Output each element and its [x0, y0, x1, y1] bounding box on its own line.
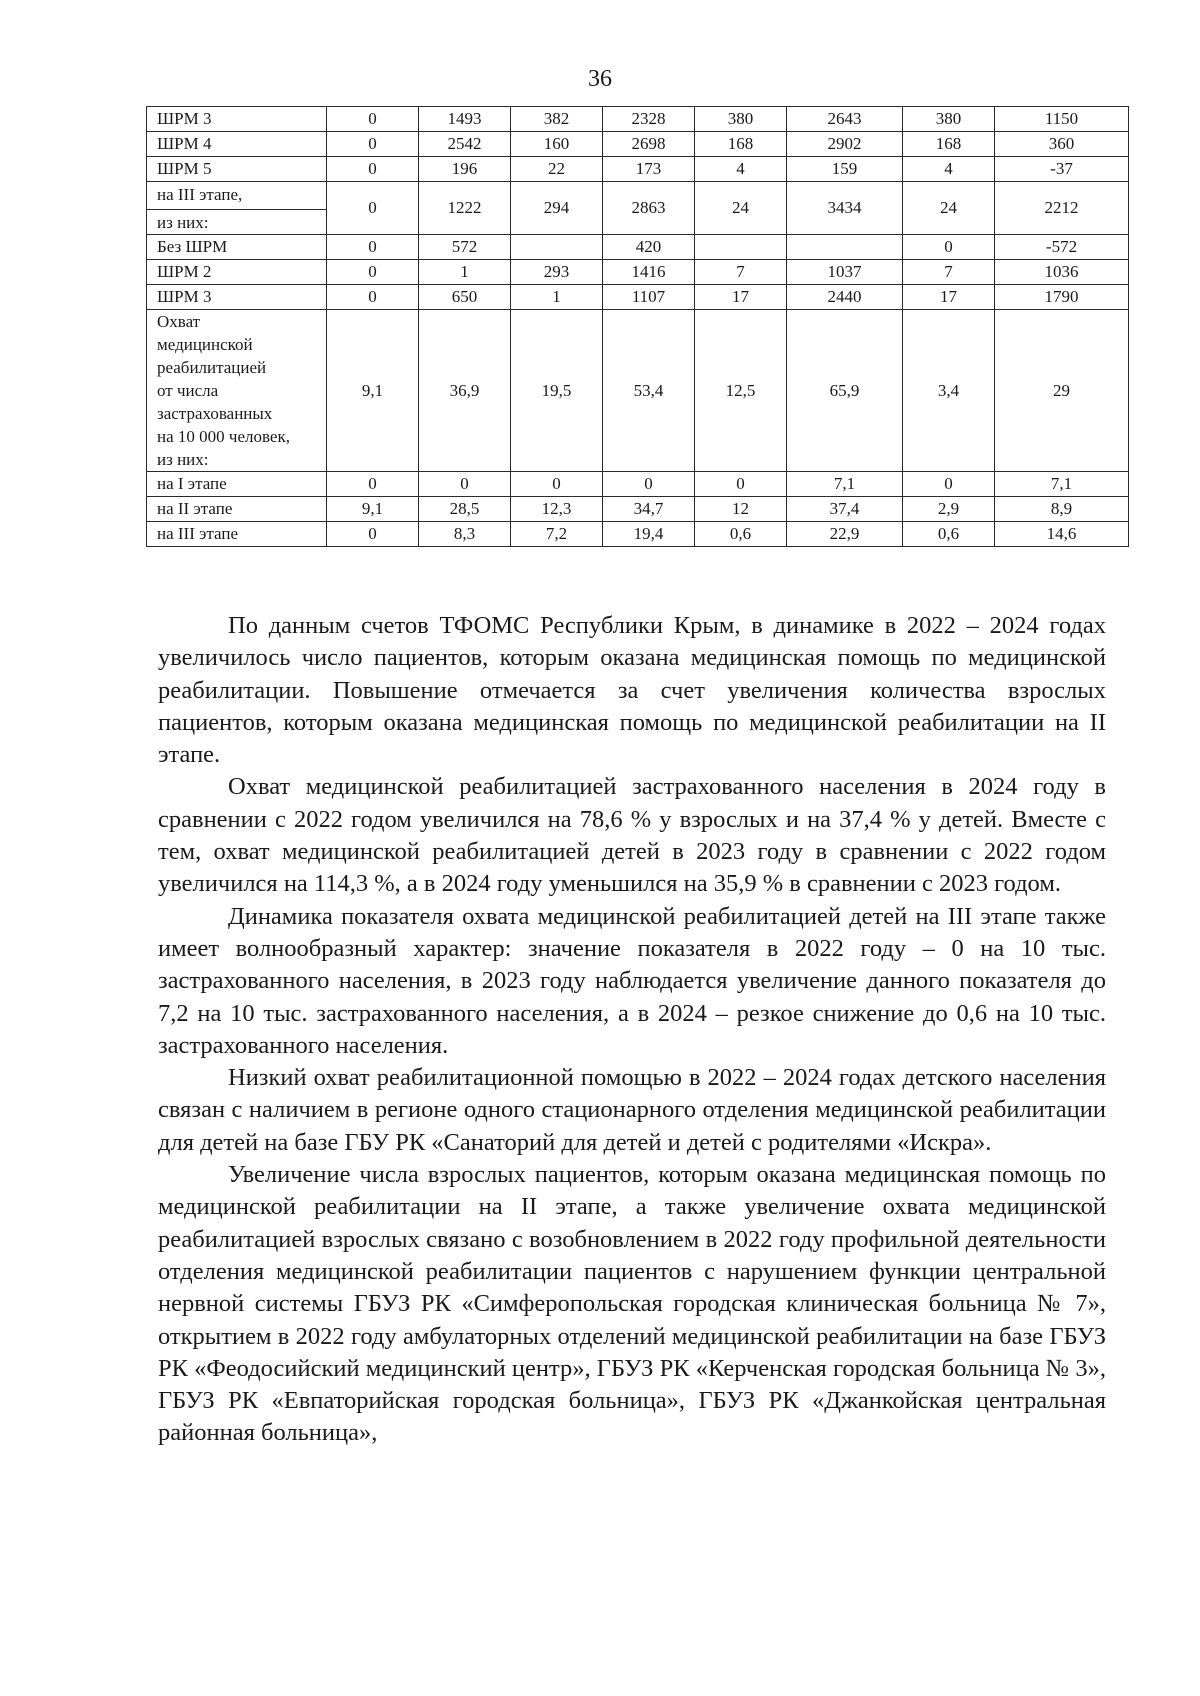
table-cell: 7,1 — [995, 472, 1129, 497]
row-label: на II этапе — [147, 497, 327, 522]
table-cell: 28,5 — [419, 497, 511, 522]
table-cell: 65,9 — [787, 310, 903, 472]
table-cell: 2902 — [787, 132, 903, 157]
row-label — [147, 310, 327, 472]
table-cell: 17 — [695, 285, 787, 310]
table-row — [147, 107, 1129, 132]
table-cell: 0 — [903, 472, 995, 497]
table-cell: 19,4 — [603, 522, 695, 547]
table-cell: 0 — [903, 235, 995, 260]
table-cell: 380 — [903, 107, 995, 132]
table-cell: 22 — [511, 157, 603, 182]
table-cell: 1790 — [995, 285, 1129, 310]
paragraph-children-stage-3: Динамика показателя охвата медицинской реабилитацией детей на III этапе также имеет волнообразный характер: значение показателя в 2022 году – 0 на 10 тыс. застрахованного населения, в 2023 году наблюдается увеличение данного показателя до 7,2 на 10 тыс. застрахованного населения, а в 2024 – резкое снижение до 0,6 на 10 тыс. застрахованного населения. — [158, 902, 1106, 1059]
table-cell: 8,3 — [419, 522, 511, 547]
table-cell: 0 — [603, 472, 695, 497]
row-label-line: застрахованных — [157, 404, 273, 423]
row-label: на III этапе — [147, 522, 327, 547]
table-cell: -37 — [995, 157, 1129, 182]
table-cell: 34,7 — [603, 497, 695, 522]
rehabilitation-table — [146, 106, 1129, 547]
row-label: ШРМ 3 — [147, 285, 327, 310]
table-cell: 2,9 — [903, 497, 995, 522]
table-body — [147, 107, 1129, 547]
table-cell: 380 — [695, 107, 787, 132]
table-cell: 1037 — [787, 260, 903, 285]
table-cell: 36,9 — [419, 310, 511, 472]
table-row — [147, 132, 1129, 157]
table-cell: 12 — [695, 497, 787, 522]
table-cell: 7 — [903, 260, 995, 285]
row-label-line: медицинской — [157, 335, 253, 354]
paragraph-low-coverage-children: Низкий охват реабилитационной помощью в 2022 – 2024 годах детского населения связан с наличием в регионе одного стационарного отделения медицинской реабилитации для детей на базе ГБУ РК «Санаторий для детей и детей с родителями «Искра». — [158, 1064, 1106, 1156]
row-label-line: от числа — [157, 381, 219, 400]
table-row — [147, 235, 1129, 260]
table-cell: 1036 — [995, 260, 1129, 285]
table-cell: 2212 — [995, 182, 1129, 235]
table-cell: 159 — [787, 157, 903, 182]
table-cell: 24 — [695, 182, 787, 235]
table-cell: 53,4 — [603, 310, 695, 472]
row-label-line: на 10 000 человек, — [157, 427, 290, 446]
table-row — [147, 260, 1129, 285]
table-row — [147, 157, 1129, 182]
table-cell: 572 — [419, 235, 511, 260]
table-cell: 22,9 — [787, 522, 903, 547]
table-cell: 7,2 — [511, 522, 603, 547]
table-cell: 0 — [327, 157, 419, 182]
row-label: Без ШРМ — [147, 235, 327, 260]
table-cell: -572 — [995, 235, 1129, 260]
table-cell: 2863 — [603, 182, 695, 235]
table-cell: 2440 — [787, 285, 903, 310]
paragraph-coverage-insured: Охват медицинской реабилитацией застрахованного населения в 2024 году в сравнении с 2022 годом увеличился на 78,6 % у взрослых и на 37,4 % у детей. Вместе с тем, охват медицинской реабилитацией детей в 2023 году в сравнении с 2022 годом увеличился на 114,3 %, а в 2024 году уменьшился на 35,9 % в сравнении с 2023 годом. — [158, 773, 1106, 898]
table-cell: 3434 — [787, 182, 903, 235]
table-cell: 2698 — [603, 132, 695, 157]
table-cell: 19,5 — [511, 310, 603, 472]
table-cell: 2542 — [419, 132, 511, 157]
table-cell: 1493 — [419, 107, 511, 132]
row-label: ШРМ 4 — [147, 132, 327, 157]
table-cell: 173 — [603, 157, 695, 182]
table-cell: 0 — [327, 132, 419, 157]
table-cell: 14,6 — [995, 522, 1129, 547]
table-cell: 293 — [511, 260, 603, 285]
table-cell: 0 — [327, 182, 419, 235]
row-label-main: на III этапе, — [147, 183, 326, 210]
table-cell: 160 — [511, 132, 603, 157]
table-cell: 420 — [603, 235, 695, 260]
row-label-line: реабилитацией — [157, 358, 267, 377]
table-cell: 0 — [327, 260, 419, 285]
table-cell: 7,1 — [787, 472, 903, 497]
table-cell: 294 — [511, 182, 603, 235]
table-cell: 0 — [419, 472, 511, 497]
paragraph-tfoms-dynamics: По данным счетов ТФОМС Республики Крым, в динамике в 2022 – 2024 годах увеличилось число пациентов, которым оказана медицинская помощь по медицинской реабилитации. Повышение отмечается за счет увеличения количества взрослых пациентов, которым оказана медицинская помощь по медицинской реабилитации на II этапе. — [158, 612, 1106, 769]
table-cell — [787, 235, 903, 260]
table-cell: 0 — [327, 472, 419, 497]
row-label: ШРМ 3 — [147, 107, 327, 132]
table-cell: 2643 — [787, 107, 903, 132]
table-cell: 196 — [419, 157, 511, 182]
table-cell: 168 — [903, 132, 995, 157]
table-cell: 1222 — [419, 182, 511, 235]
table-cell: 17 — [903, 285, 995, 310]
row-label: ШРМ 5 — [147, 157, 327, 182]
table-cell: 0 — [511, 472, 603, 497]
table-cell: 4 — [695, 157, 787, 182]
table-cell: 7 — [695, 260, 787, 285]
table-cell: 8,9 — [995, 497, 1129, 522]
table-cell: 9,1 — [327, 310, 419, 472]
table-cell: 1416 — [603, 260, 695, 285]
table-cell: 24 — [903, 182, 995, 235]
row-label: на I этапе — [147, 472, 327, 497]
page-number: 36 — [588, 66, 612, 92]
table-cell: 0 — [327, 235, 419, 260]
table-cell: 37,4 — [787, 497, 903, 522]
table-cell: 0,6 — [903, 522, 995, 547]
table-cell: 0 — [327, 285, 419, 310]
table-cell: 29 — [995, 310, 1129, 472]
table-cell: 3,4 — [903, 310, 995, 472]
table-cell: 360 — [995, 132, 1129, 157]
table-cell: 168 — [695, 132, 787, 157]
row-label-line: Охват — [157, 312, 201, 331]
table-cell — [695, 235, 787, 260]
row-label: ШРМ 2 — [147, 260, 327, 285]
table-row — [147, 497, 1129, 522]
row-label-sub: из них: — [157, 212, 209, 232]
table-cell: 2328 — [603, 107, 695, 132]
table-cell — [511, 235, 603, 260]
table-cell: 0 — [695, 472, 787, 497]
table-cell: 0 — [327, 522, 419, 547]
table-row — [147, 310, 1129, 472]
table-cell: 1 — [511, 285, 603, 310]
table-cell: 12,5 — [695, 310, 787, 472]
row-label — [147, 182, 327, 235]
table-cell: 1107 — [603, 285, 695, 310]
table-row — [147, 285, 1129, 310]
table-cell: 382 — [511, 107, 603, 132]
table-cell: 0 — [327, 107, 419, 132]
table-row — [147, 522, 1129, 547]
table-cell: 1 — [419, 260, 511, 285]
table-row — [147, 182, 1129, 235]
table-cell: 1150 — [995, 107, 1129, 132]
paragraph-adult-increase: Увеличение числа взрослых пациентов, которым оказана медицинская помощь по медицинской реабилитации на II этапе, а также увеличение охвата медицинской реабилитацией взрослых связано с возобновлением в 2022 году профильной деятельности отделения медицинской реабилитации пациентов с нарушением функции центральной нервной системы ГБУЗ РК «Симферопольская городская клиническая больница № 7», открытием в 2022 году амбулаторных отделений медицинской реабилитации на базе ГБУЗ РК «Феодосийский медицинский центр», ГБУЗ РК «Керченская городская больница № 3», ГБУЗ РК «Евпаторийская городская больница», ГБУЗ РК «Джанкойская центральная районная больница», — [158, 1161, 1106, 1447]
text-body — [158, 610, 1106, 1450]
table-row — [147, 472, 1129, 497]
table-cell: 4 — [903, 157, 995, 182]
table-cell: 12,3 — [511, 497, 603, 522]
table-cell: 9,1 — [327, 497, 419, 522]
table-cell: 650 — [419, 285, 511, 310]
table-cell: 0,6 — [695, 522, 787, 547]
row-label-line: из них: — [157, 450, 209, 469]
